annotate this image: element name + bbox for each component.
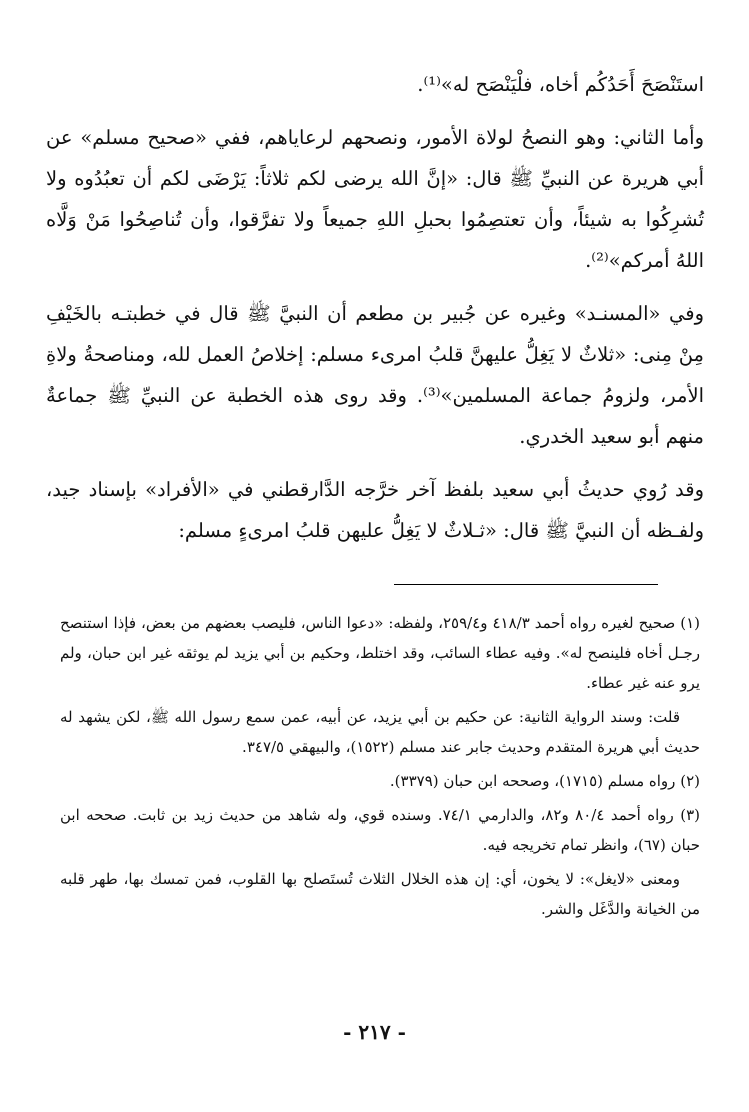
paragraph: استَنْصَحَ أَحَدُكُم أخاه، فلْيَنْصَح له»⁽¹⁾. [417, 73, 704, 96]
footnote-continuation [60, 702, 700, 762]
paragraph: وأما الثاني: وهو النصحُ لولاة الأمور، ونصحهم لرعاياهم، ففي «صحيح مسلم» عن أبي هريرة عن النبيِّ ﷺ قال: «إنَّ الله يرضى لكم ثلاثاً: يَرْضَى لكم أن تعبُدُوه ولا تُشرِكُوا به شيئاً، وأن تعتصِمُوا بحبلِ اللهِ جميعاً ولا تفرَّقوا، وأن تُناصِحُوا مَنْ وَلَّاه اللهُ أمركم»⁽²⁾. [46, 126, 704, 272]
footnote-text: قلت: وسند الرواية الثانية: عن حكيم بن أبي يزيد، عن أبيه، عمن سمع رسول الله ﷺ، لكن يشهد له حديث أبي هريرة المتقدم وحديث جابر عند مسلم (١٥٢٢)، والبيهقي ٣٤٧/٥. [60, 708, 700, 756]
footnote-text: رواه مسلم (١٧١٥)، وصححه ابن حبان (٣٣٧٩). [389, 772, 676, 790]
main-text [46, 64, 704, 563]
footnote-text: ومعنى «لايغل»: لا يخون، أي: إن هذه الخلال الثلاث تُستَصلح بها القلوب، فمن تمسك بها، طهر قلبه من الخيانة والدَّغَل والشر. [60, 870, 700, 918]
footnotes [60, 608, 700, 928]
footnote [60, 800, 700, 860]
footnote [60, 608, 700, 698]
footnote-marker: (٣) [680, 806, 700, 824]
footnote-marker: (١) [680, 614, 700, 632]
footnote [60, 766, 700, 796]
footnote-marker: (٢) [680, 772, 700, 790]
paragraph: وقد رُوي حديثُ أبي سعيد بلفظ آخر خرَّجه الدَّارقطني في «الأفراد» بإسناد جيد، ولفـظه أن النبيَّ ﷺ قال: «ثـلاثٌ لا يَغِلُّ عليهن قلبُ امرىءٍ مسلم: [46, 478, 704, 542]
paragraph: وفي «المسنـد» وغيره عن جُبير بن مطعم أن النبيَّ ﷺ قال في خطبتـه بالخَيْفِ مِنْ مِنى: «ثلاثٌ لا يَغِلُّ عليهنَّ قلبُ امرىء مسلم: إخلاصُ العمل لله، ومناصحةُ ولاةِ الأمر، ولزومُ جماعة المسلمين»⁽³⁾. وقد روى هذه الخطبة عن النبيِّ ﷺ جماعةٌ منهم أبو سعيد الخدري. [46, 302, 704, 448]
footnote-text: صحيح لغيره رواه أحمد ٤١٨/٣ و٢٥٩/٤، ولفظه: «دعوا الناس، فليصب بعضهم من بعض، فإذا استنصح رجـل أخاه فلينصح له». وفيه عطاء السائب، وقد اختلط، وحكيم بن أبي يزيد لم يوثقه غير ابن حبان، ولم يرو عنه غير عطاء. [60, 614, 700, 692]
footnote-text: رواه أحمد ٨٠/٤ و٨٢، والدارمي ٧٤/١. وسنده قوي، وله شاهد من حديث زيد بن ثابت. صححه ابن حبان (٦٧)، وانظر تمام تخريجه فيه. [60, 806, 700, 854]
page-number: - ٢١٧ - [343, 1020, 406, 1044]
footnote-divider [394, 584, 658, 585]
footnote-continuation [60, 864, 700, 924]
